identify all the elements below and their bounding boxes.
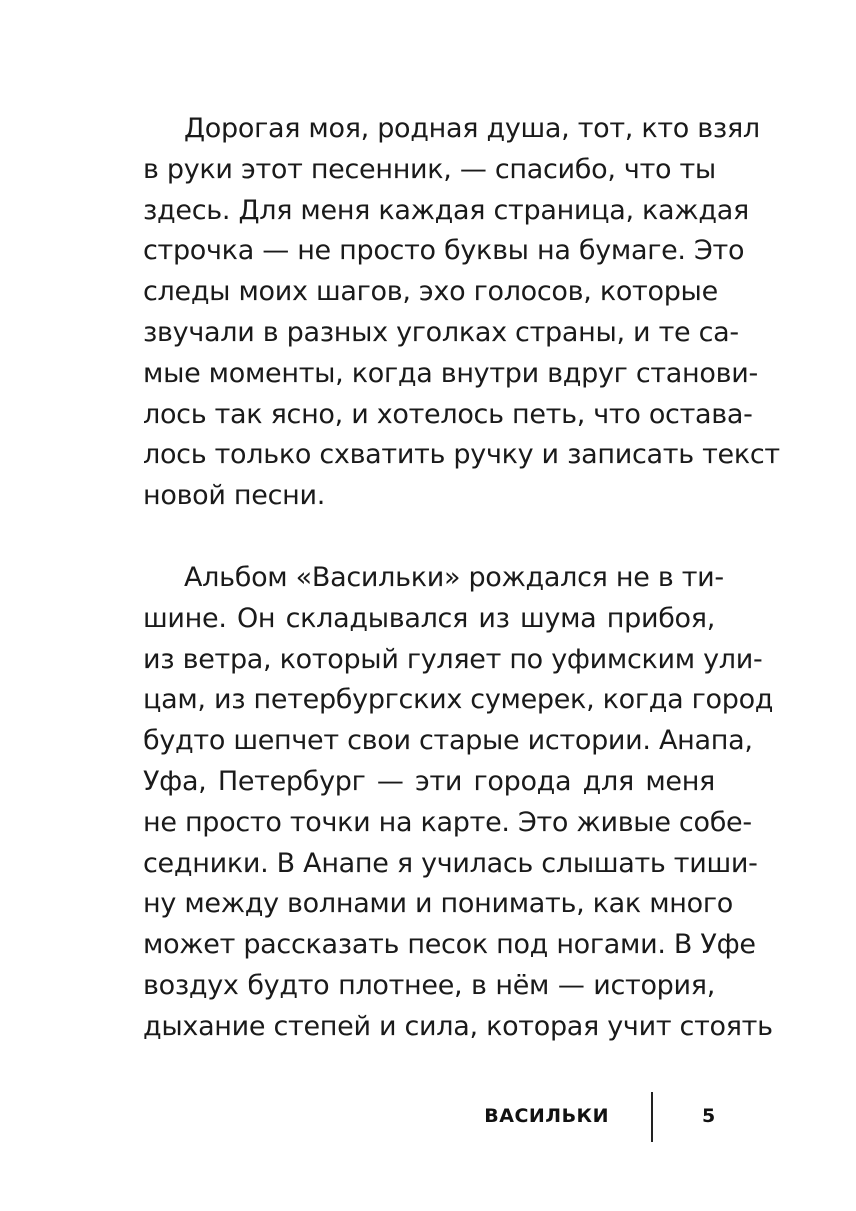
text-line: следы моих шагов, эхо голосов, которые — [143, 276, 718, 308]
text-line: Альбом «Васильки» рождался не в ти- — [184, 562, 724, 593]
text-line: шине. Он складывался из шума прибоя, — [143, 602, 715, 634]
text-line: цам, из петербургских сумерек, когда город — [143, 684, 774, 716]
text-line: лось так ясно, и хотелось петь, что остава- — [143, 398, 753, 430]
text-line: строчка — не просто буквы на бумаге. Это — [143, 235, 745, 267]
running-title: ВАСИЛЬКИ — [484, 1105, 609, 1127]
text-line: Дорогая моя, родная душа, тот, кто взял — [184, 113, 760, 144]
footer-divider — [651, 1092, 653, 1142]
text-line: воздух будто плотнее, в нём — история, — [143, 969, 715, 1001]
text-line: Уфа, Петербург — эти города для меня — [143, 765, 715, 797]
text-line: лось только схватить ручку и записать текст — [143, 439, 780, 471]
text-line: из ветра, который гуляет по уфимским ули- — [143, 643, 763, 675]
text-line: мые моменты, когда внутри вдруг станови- — [143, 357, 758, 389]
text-line: звучали в разных уголках страны, и те са- — [143, 316, 739, 348]
text-line: новой песни. — [143, 480, 326, 512]
text-line: седники. В Анапе я училась слышать тиши- — [143, 847, 758, 879]
text-line: в руки этот песенник, — спасибо, что ты — [143, 153, 716, 185]
text-line: не просто точки на карте. Это живые собе- — [143, 806, 752, 838]
text-line: может рассказать песок под ногами. В Уфе — [143, 929, 756, 961]
page-footer — [0, 1088, 856, 1144]
paragraph-1 — [143, 109, 780, 517]
page-number: 5 — [702, 1105, 716, 1127]
text-line: будто шепчет свои старые истории. Анапа, — [143, 725, 753, 757]
text-line: дыхание степей и сила, которая учит стоять — [143, 1010, 773, 1042]
text-line: здесь. Для меня каждая страница, каждая — [143, 194, 749, 226]
text-line: ну между волнами и понимать, как много — [143, 888, 733, 920]
paragraph-2 — [143, 558, 774, 1048]
